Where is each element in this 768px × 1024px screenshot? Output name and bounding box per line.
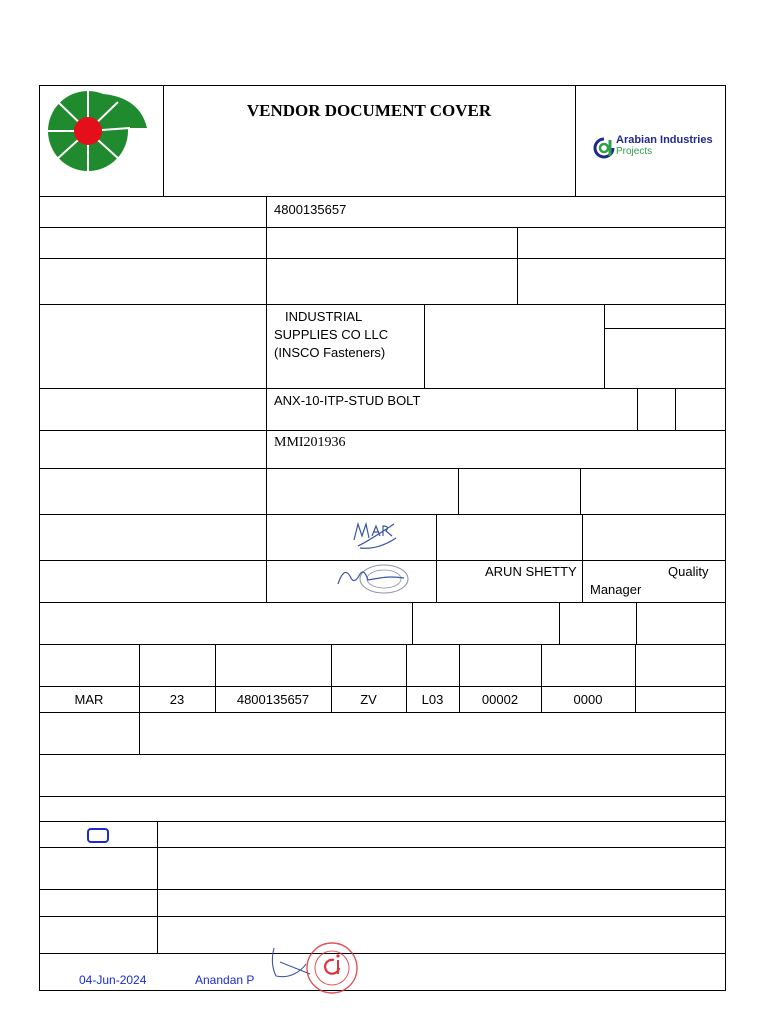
vendor-name-line2: SUPPLIES CO LLC <box>274 327 389 342</box>
doc-number-cell: 4800135657 <box>236 692 310 707</box>
approver-title-line2: Manager <box>590 582 642 597</box>
doc-number-cell: 23 <box>169 692 185 707</box>
divider <box>39 889 726 890</box>
signature <box>350 518 402 554</box>
brand-name-line2: Projects <box>616 146 653 157</box>
divider <box>635 644 636 712</box>
divider <box>39 602 726 603</box>
divider <box>559 602 560 644</box>
divider <box>582 514 583 602</box>
divider <box>266 560 267 602</box>
divider <box>39 560 726 561</box>
divider <box>39 953 726 954</box>
divider <box>39 644 726 645</box>
divider <box>39 796 726 797</box>
divider <box>157 821 158 953</box>
divider <box>39 916 726 917</box>
footer-date: 04-Jun-2024 <box>79 973 147 987</box>
divider <box>636 602 637 644</box>
divider <box>436 514 437 602</box>
divider <box>266 514 267 560</box>
vendor-name-line3: (INSCO Fasteners) <box>274 345 386 360</box>
divider <box>517 258 518 304</box>
ai-seal-stamp <box>304 940 360 996</box>
doc-number-cell: 00002 <box>481 692 519 707</box>
divider <box>458 468 459 514</box>
divider <box>39 430 726 431</box>
divider <box>266 468 267 514</box>
divider <box>266 227 267 258</box>
footer-name: Anandan P <box>195 973 255 987</box>
logo-center <box>74 117 102 145</box>
divider <box>675 388 676 430</box>
page-title: VENDOR DOCUMENT COVER <box>246 101 492 120</box>
divider <box>39 712 726 713</box>
doc-number-cell: L03 <box>421 692 444 707</box>
divider <box>39 847 726 848</box>
doc-number-cell: ZV <box>360 692 377 707</box>
arabian-industries-logo-icon <box>592 136 616 160</box>
green-wheel-logo <box>44 88 150 174</box>
po-number: 4800135657 <box>274 202 347 217</box>
divider <box>266 196 267 227</box>
doc-number-cell: MAR <box>74 692 104 707</box>
divider <box>39 686 726 687</box>
divider <box>266 304 267 388</box>
divider <box>575 85 576 196</box>
doc-number-cell: 0000 <box>573 692 603 707</box>
divider <box>604 304 605 388</box>
divider <box>39 304 726 305</box>
vendor-name-line1: INDUSTRIAL <box>285 309 363 324</box>
divider <box>139 712 140 754</box>
divider <box>39 258 726 259</box>
checkbox[interactable] <box>87 828 109 843</box>
document-title: ANX-10-ITP-STUD BOLT <box>274 393 421 408</box>
divider <box>39 388 726 389</box>
divider <box>39 821 726 822</box>
divider <box>266 388 267 430</box>
approver-title-line1: Quality <box>668 564 709 579</box>
approver-name: ARUN SHETTY <box>485 564 577 579</box>
document-reference: MMI201936 <box>274 435 346 450</box>
signature-with-stamp <box>334 562 412 598</box>
divider <box>39 754 726 755</box>
divider <box>39 514 726 515</box>
divider <box>604 328 726 329</box>
divider <box>412 602 413 644</box>
divider <box>266 258 267 304</box>
divider <box>266 430 267 468</box>
divider <box>39 196 726 197</box>
brand-name-line1: Arabian Industries <box>616 134 713 146</box>
divider <box>39 468 726 469</box>
divider <box>424 304 425 388</box>
divider <box>39 227 726 228</box>
divider <box>517 227 518 258</box>
divider <box>637 388 638 430</box>
divider <box>580 468 581 514</box>
